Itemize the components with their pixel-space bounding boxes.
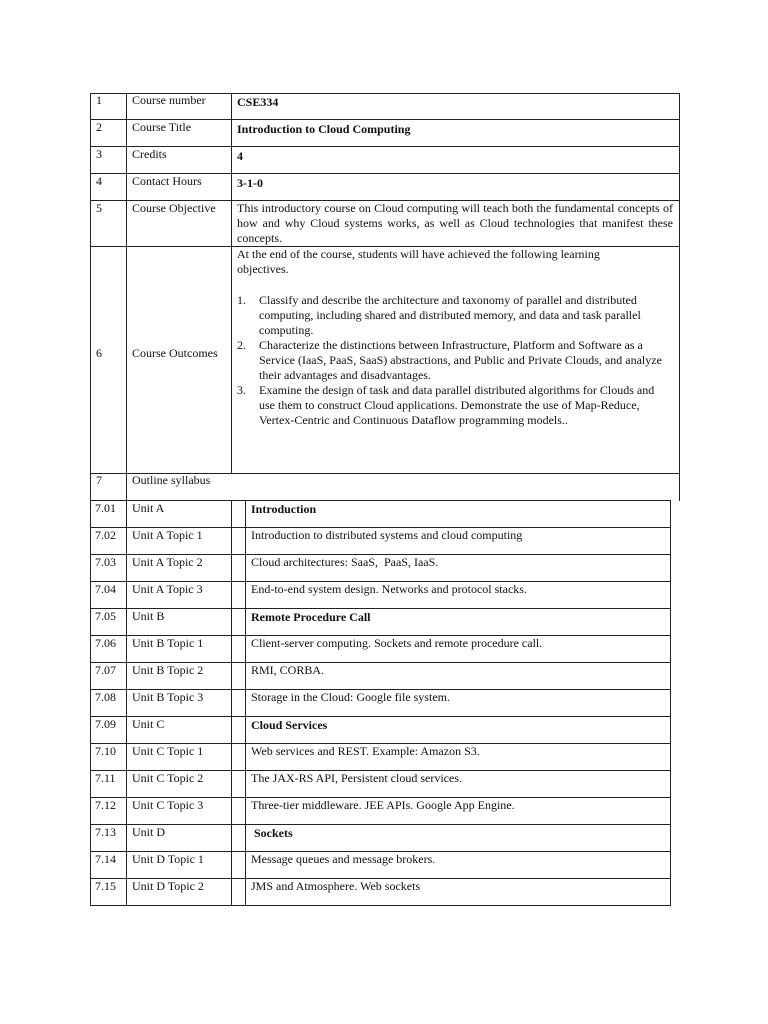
syllabus-topic: JMS and Atmosphere. Web sockets — [251, 879, 421, 893]
syllabus-unit-heading: Introduction — [251, 502, 317, 516]
course-outcomes-list — [237, 293, 665, 428]
syllabus-number: 7.08 — [95, 690, 116, 704]
field-label-course-title: Course Title — [132, 120, 192, 134]
field-value-course-title: Introduction to Cloud Computing — [237, 122, 411, 136]
syllabus-topic: Message queues and message brokers. — [251, 852, 436, 866]
outcome-text: Examine the design of task and data parallel distributed algorithms for Clouds and use them to construct Cloud applications. Demonstrate the use of Map-Reduce, Vertex-Centric and Continuous Dataflow programming models.. — [259, 383, 655, 427]
row-divider — [90, 824, 671, 825]
course-objective-text: This introductory course on Cloud computing will teach both the fundamental concepts of how and why Cloud systems works, as well as Cloud technologies that manifest these concepts. — [237, 201, 673, 245]
syllabus-unit: Unit C — [132, 717, 165, 731]
field-label-course-objective: Course Objective — [132, 201, 216, 215]
row-divider — [90, 608, 671, 609]
row-number: 1 — [96, 93, 102, 107]
outcome-number: 1. — [237, 293, 246, 307]
syllabus-topic: Client-server computing. Sockets and remote procedure call. — [251, 636, 543, 650]
column-divider — [126, 500, 127, 906]
syllabus-unit-heading: Sockets — [251, 826, 293, 840]
syllabus-unit-heading: Cloud Services — [251, 718, 328, 732]
syllabus-topic: RMI, CORBA. — [251, 663, 325, 677]
syllabus-number: 7.11 — [95, 771, 116, 785]
syllabus-number: 7.09 — [95, 717, 116, 731]
syllabus-topic: Three-tier middleware. JEE APIs. Google App Engine. — [251, 798, 515, 812]
row-number: 4 — [96, 174, 102, 188]
syllabus-number: 7.14 — [95, 852, 116, 866]
syllabus-unit: Unit D — [132, 825, 165, 839]
syllabus-topic: The JAX-RS API, Persistent cloud services. — [251, 771, 462, 785]
column-divider — [245, 500, 246, 906]
column-divider — [670, 500, 671, 906]
syllabus-number: 7.01 — [95, 501, 116, 515]
syllabus-number: 7.03 — [95, 555, 116, 569]
syllabus-unit: Unit A Topic 1 — [132, 528, 203, 542]
outcome-number: 3. — [237, 383, 246, 397]
syllabus-topic: Web services and REST. Example: Amazon S3. — [251, 744, 480, 758]
outcome-text: Characterize the distinctions between Infrastructure, Platform and Software as a Service (IaaS, PaaS, SaaS) abstractions, and Public and Private Clouds, and analyze their advantages and disadvantages. — [259, 338, 662, 382]
outcome-number: 2. — [237, 338, 246, 352]
syllabus-unit: Unit D Topic 2 — [132, 879, 204, 893]
syllabus-number: 7.02 — [95, 528, 116, 542]
row-divider — [90, 905, 671, 906]
syllabus-unit: Unit C Topic 1 — [132, 744, 204, 758]
row-number: 3 — [96, 147, 102, 161]
syllabus-number: 7.12 — [95, 798, 116, 812]
syllabus-number: 7.06 — [95, 636, 116, 650]
column-divider — [90, 500, 91, 906]
row-divider — [90, 716, 671, 717]
syllabus-number: 7.04 — [95, 582, 116, 596]
syllabus-unit: Unit D Topic 1 — [132, 852, 204, 866]
syllabus-topic: Storage in the Cloud: Google file system. — [251, 690, 450, 704]
syllabus-topic: Introduction to distributed systems and cloud computing — [251, 528, 523, 542]
field-label-course-number: Course number — [132, 93, 206, 107]
outcome-item — [237, 293, 665, 338]
field-value-credits: 4 — [237, 149, 243, 163]
syllabus-unit: Unit A — [132, 501, 165, 515]
outcome-item — [237, 338, 665, 383]
field-label-credits: Credits — [132, 147, 167, 161]
syllabus-unit: Unit B Topic 2 — [132, 663, 204, 677]
field-label-contact-hours: Contact Hours — [132, 174, 202, 188]
syllabus-unit: Unit C Topic 3 — [132, 798, 204, 812]
syllabus-unit: Unit B Topic 1 — [132, 636, 204, 650]
row-number: 2 — [96, 120, 102, 134]
syllabus-unit: Unit B Topic 3 — [132, 690, 204, 704]
column-divider — [231, 500, 232, 906]
field-value-course-number: CSE334 — [237, 95, 279, 109]
syllabus-unit: Unit A Topic 3 — [132, 582, 203, 596]
outcome-text: Classify and describe the architecture and taxonomy of parallel and distributed computing, including shared and distributed memory, and data and task parallel computing. — [259, 293, 641, 337]
syllabus-topic: Cloud architectures: SaaS, PaaS, IaaS. — [251, 555, 439, 569]
row-number: 7 — [96, 473, 102, 487]
row-divider — [90, 500, 671, 501]
syllabus-number: 7.15 — [95, 879, 116, 893]
row-number: 5 — [96, 201, 102, 215]
outcome-item — [237, 383, 665, 428]
syllabus-number: 7.05 — [95, 609, 116, 623]
field-label-course-outcomes: Course Outcomes — [132, 346, 218, 360]
syllabus-unit: Unit A Topic 2 — [132, 555, 203, 569]
syllabus-number: 7.13 — [95, 825, 116, 839]
field-value-contact-hours: 3-1-0 — [237, 176, 263, 190]
syllabus-topic: End-to-end system design. Networks and protocol stacks. — [251, 582, 527, 596]
course-outcomes-intro: At the end of the course, students will have achieved the following learning objectives. — [237, 247, 600, 276]
row-number: 6 — [96, 346, 102, 360]
syllabus-unit: Unit C Topic 2 — [132, 771, 204, 785]
syllabus-number: 7.07 — [95, 663, 116, 677]
syllabus-unit: Unit B — [132, 609, 165, 623]
syllabus-unit-heading: Remote Procedure Call — [251, 610, 371, 624]
field-label-outline-syllabus: Outline syllabus — [132, 473, 211, 487]
syllabus-number: 7.10 — [95, 744, 116, 758]
